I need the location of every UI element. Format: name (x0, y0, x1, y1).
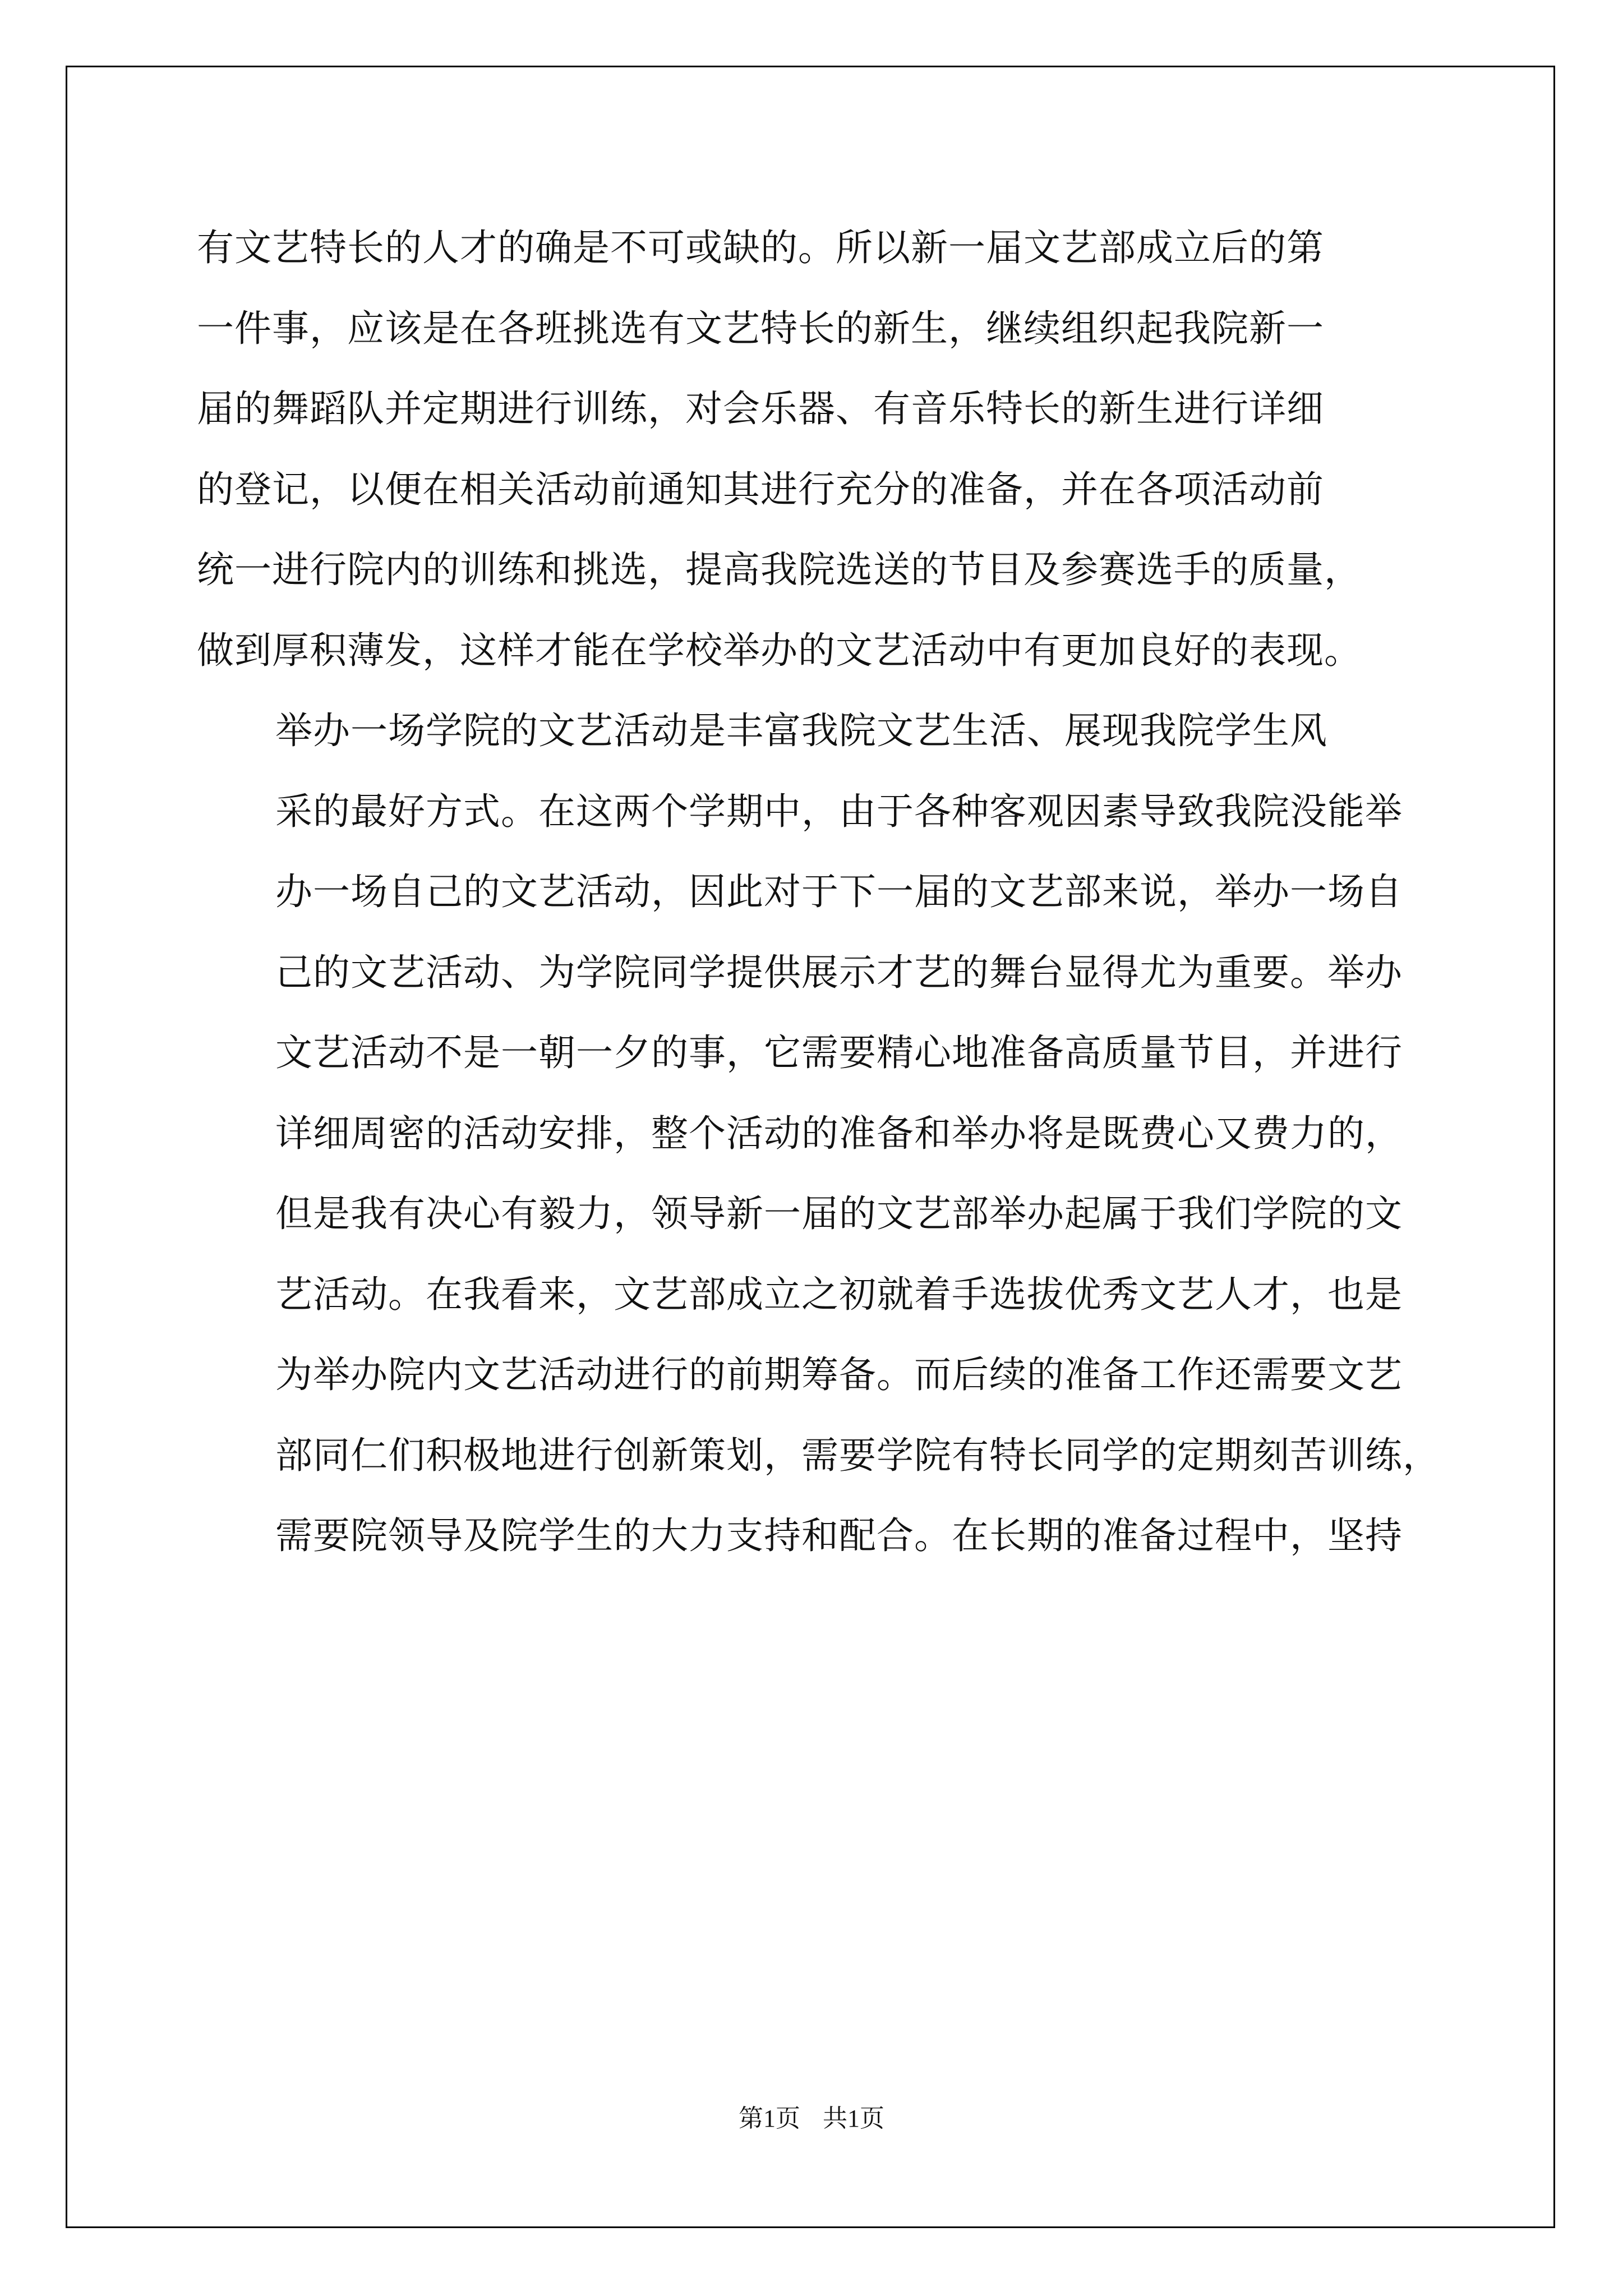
text-line: 详细周密的活动安排，整个活动的准备和举办将是既费心又费力的， (275, 1111, 1403, 1155)
document-body (197, 208, 1440, 1576)
text-line: 采的最好方式。在这两个学期中，由于各种客观因素导致我院没能举 (275, 789, 1403, 833)
text-line: 办一场自己的文艺活动，因此对于下一届的文艺部来说，举办一场自 (275, 870, 1403, 913)
text-line: 举办一场学院的文艺活动是丰富我院文艺生活、展现我院学生风 (275, 709, 1327, 752)
text-line: 艺活动。在我看来，文艺部成立之初就着手选拔优秀文艺人才，也是 (275, 1272, 1403, 1316)
page-footer (0, 2098, 1623, 2134)
page-total: 共1页 (823, 2105, 884, 2132)
text-line: 文艺活动不是一朝一夕的事，它需要精心地准备高质量节目，并进行 (275, 1031, 1403, 1074)
page-number: 第1页 (739, 2105, 800, 2132)
text-line: 届的舞蹈队并定期进行训练，对会乐器、有音乐特长的新生进行详细 (197, 387, 1324, 430)
text-line: 的登记，以便在相关活动前通知其进行充分的准备，并在各项活动前 (197, 467, 1324, 511)
text-line: 为举办院内文艺活动进行的前期筹备。而后续的准备工作还需要文艺 (275, 1353, 1403, 1396)
paragraph-2 (197, 691, 1440, 1576)
text-line: 己的文艺活动、为学院同学提供展示才艺的舞台显得尤为重要。举办 (275, 950, 1403, 994)
text-line: 做到厚积薄发，这样才能在学校举办的文艺活动中有更加良好的表现。 (197, 628, 1362, 672)
text-line: 但是我有决心有毅力，领导新一届的文艺部举办起属于我们学院的文 (275, 1192, 1403, 1235)
text-line: 需要院领导及院学生的大力支持和配合。在长期的准备过程中，坚持 (275, 1514, 1403, 1557)
text-line: 一件事，应该是在各班挑选有文艺特长的新生，继续组织起我院新一 (197, 306, 1324, 350)
paragraph-1 (197, 208, 1431, 691)
text-line: 统一进行院内的训练和挑选，提高我院选送的节目及参赛选手的质量， (197, 548, 1362, 591)
text-line: 有文艺特长的人才的确是不可或缺的。所以新一届文艺部成立后的第 (197, 226, 1324, 269)
text-line: 部同仁们积极地进行创新策划，需要学院有特长同学的定期刻苦训练， (275, 1433, 1440, 1477)
